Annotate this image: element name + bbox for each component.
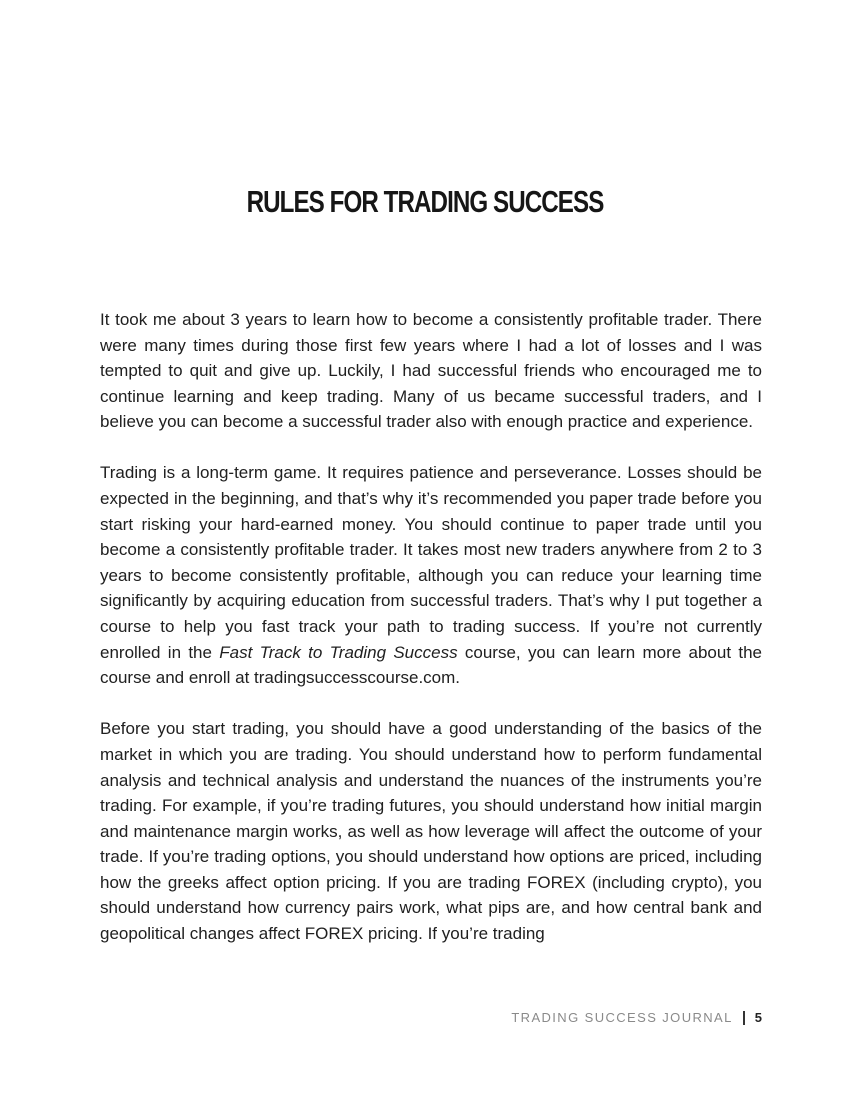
page-number: 5: [754, 1010, 762, 1025]
page-title: RULES FOR TRADING SUCCESS: [246, 184, 604, 219]
paragraph-text-before-course: Trading is a long-term game. It requires patience and perseverance. Losses should be expected in the beginning, and that’s why it’s recommended you paper trade before you start risking your hard-earned money. You should continue to paper trade until you become a consistently profitable trader. It takes most new traders anywhere from 2 to 3 years to become consistently profitable, although you can reduce your learning time significantly by acquiring education from successful traders. That’s why I put together a course to help you fast track your path to trading success. If you’re not currently enrolled in the: [100, 463, 762, 662]
footer-label: TRADING SUCCESS JOURNAL: [511, 1010, 733, 1025]
paragraph-intro: It took me about 3 years to learn how to become a consistently profitable trader. There were many times during those first few years where I had a lot of losses and I was tempted to quit and give up. Luckily, I had successful friends who encouraged me to continue learning and keep trading. Many of us became successful traders, and I believe you can become a successful trader also with enough practice and experience.: [100, 310, 762, 432]
page-footer: [511, 1009, 762, 1027]
body-text: [100, 307, 762, 972]
course-title: Fast Track to Trading Success: [219, 642, 458, 662]
paragraph-market-basics: Before you start trading, you should have a good understanding of the basics of the market in which you are trading. You should understand how to perform fundamental analysis and technical analysis and understand the nuances of the instruments you’re trading. For example, if you’re trading futures, you should understand how initial margin and maintenance margin works, as well as how leverage will affect the outcome of your trade. If you’re trading options, you should understand how options are priced, including how the greeks affect option pricing. If you are trading FOREX (including crypto), you should understand how currency pairs work, what pips are, and how central bank and geopolitical changes affect FOREX pricing. If you’re trading: [100, 719, 762, 944]
paragraph-long-term-game: [100, 460, 762, 690]
footer-divider: [743, 1011, 745, 1025]
paragraph-text-after-course: course, you can learn more about the course and enroll at tradingsuccesscourse.com.: [100, 642, 762, 688]
